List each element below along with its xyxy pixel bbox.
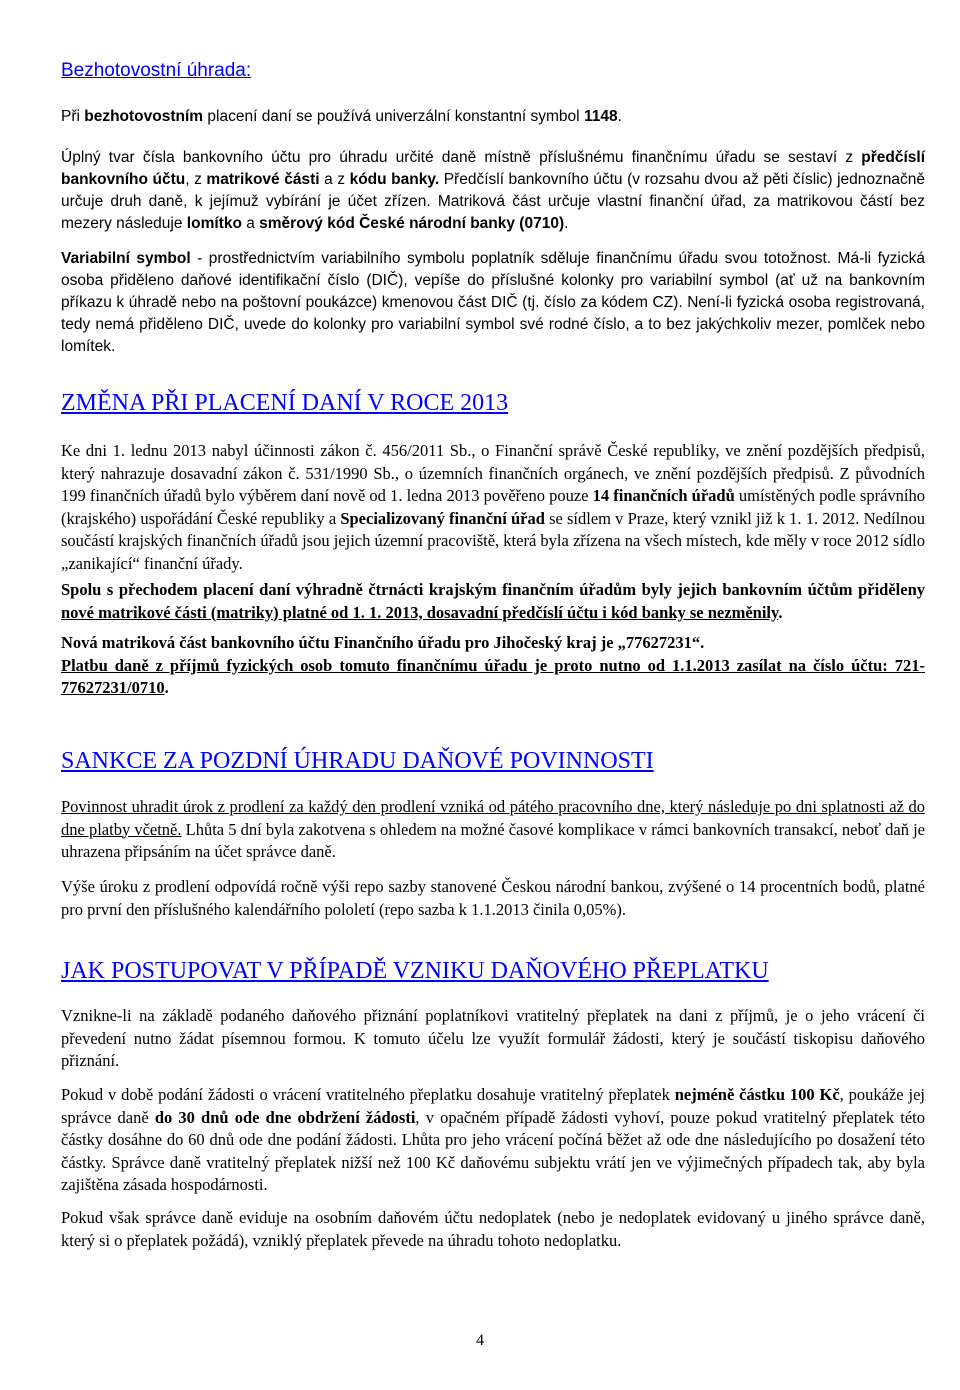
underlined-run: Povinnost uhradit úrok z prodlení za každý den prodlení vzniká od pátého pracovního dne, který následuje po dni splatnosti až do dne platby včetně. [61,797,925,839]
paragraph-vyse-uroku: Výše úroku z prodlení odpovídá ročně výši repo sazby stanovené Českou národní bankou, zvýšené o 14 procentních bodů, platné pro první den příslušného kalendářního pololetí (repo sazba k 1.1.2013 činila 0,05%). [61,877,925,919]
text-run: placení daní se používá univerzální konstantní symbol [203,108,584,125]
bold-run: kódu banky. [349,171,440,188]
text-run: a [241,215,260,232]
text-run: , z [185,171,207,188]
bold-run: Specializovaný finanční úřad [340,508,545,528]
text-run: Ke dni 1. lednu 2013 nabyl účinnosti zákon č. 456/2011 Sb., o Finanční správě České republiky, ve znění pozdějších předpisů, který nahrazuje dosavadní zákon č. 531/1990 Sb., o územních finančních orgánech, ve znění pozdějších předpisů. Z původních 199 finančních úřadů bylo výběrem daní nově od 1. ledna 2013 pověřeno pouze [61,441,925,505]
bold-run: matrikové části [206,171,320,188]
text-run: - prostřednictvím variabilního symbolu poplatník sděluje finančnímu úřadu svou totožnost. Má-li fyzická osoba přiděleno daňové identifikační číslo (DIČ), vepíše do příslušné kolonky pro variabilní symbol (ať už na bankovním příkazu k úhradě nebo na poštovní poukázce) kmenovou část DIČ (tj. číslo za kódem CZ). Není-li fyzická osoba registrovaná, tedy nemá přiděleno DIČ, uvede do kolonky pro variabilní symbol své rodné číslo, a to bez jakýchkoliv mezer, pomlček nebo lomítek. [61,250,925,355]
bold-run: předčíslí bankovního účtu [61,149,925,188]
text-run: Úplný tvar čísla bankovního účtu pro úhradu určité daně místně příslušnému finančnímu úřadu se sestaví z [61,149,862,166]
heading-zmena-pri-placeni: ZMĚNA PŘI PLACENÍ DANÍ V ROCE 2013 [61,390,509,416]
bold-run: Variabilní symbol [61,250,191,267]
bold-run: 14 finančních úřadů [592,486,735,505]
text-run: se sídlem v Praze, který vznikl již k 1. 1. 2012. Nedílnou součástí krajských finančních úřadů jsou jejich územní pracoviště, která byla zřízena na všech místech, kde měly v roce 2012 sídlo „zanikající“ finanční úřady. [61,508,925,573]
bold-run: směrový kód České národní banky (0710) [259,215,565,232]
paragraph-vraceni-preplatku: Vznikne-li na základě podaného daňového přiznání poplatníkovi vratitelný přeplatek na dani z příjmů, je o jeho vrácení či převedení nutno žádat písemnou formou. K tomuto účelu lze využít formulář žádosti, který je součástí tiskopisu daňového přiznání. [61,1006,925,1070]
text-run: , poukáže jej správce daně [61,1085,925,1127]
text-run: Nová matriková část bankovního účtu Finančního úřadu pro Jihočeský kraj je „77627231“. [61,633,705,652]
paragraph-zakon-financni-sprava [61,440,925,575]
bold-run: do 30 dnů ode dne obdržení žádosti [154,1107,416,1127]
paragraph-urok-z-prodleni [61,796,925,864]
text-run: , v opačném případě žádosti vyhoví, pouze pokud vratitelný přeplatek této částky dosáhne do 60 dnů ode dne podání žádosti. Lhůta pro jeho vrácení počíná běžet až ode dne následujícího po dosažení této částky. Správce daně vratitelný přeplatek nižší než 100 Kč daňovému subjektu vrátí jen ve výjimečných případech tak, aby byla zajištěna zásada hospodárnosti. [61,1107,925,1194]
text-run: Lhůta 5 dní byla zakotvena s ohledem na možné časové komplikace v rámci bankovních transakcí, neboť daň je uhrazena připsáním na účet správce daně. [61,819,925,861]
text-run: a z [319,171,350,188]
underlined-run: nové matrikové části (matriky) platné od 1. 1. 2013, dosavadní předčíslí účtu i kód banky se nezměnily [61,602,779,622]
text-run: Pokud v době podání žádosti o vrácení vratitelného přeplatku dosahuje vratitelný přeplatek [61,1085,675,1104]
bold-run: 1148 [583,108,618,125]
bold-run: lomítko [186,215,242,232]
text-run: . [564,215,569,232]
paragraph-cislo-uctu-jihocesky-kraj [61,632,925,700]
bold-run: bezhotovostním [84,108,204,125]
paragraph-variabilni-symbol [61,248,925,358]
paragraph-konstantni-symbol [61,106,925,128]
text-run: Předčíslí bankovního účtu (v rozsahu dvou až pěti číslic) jednoznačně určuje druh daně, k jejímuž vybírání je účet zřízen. Matriková část určuje vlastní finanční úřad, za matrikovou částí bez mezery následuje [61,171,925,232]
account-number-run: Platbu daně z příjmů fyzických osob tomuto finančnímu úřadu je proto nutno od 1.1.2013 zasílat na číslo účtu: 721-77627231/0710 [61,655,925,697]
heading-sankce-za-pozdni-uhradu: SANKCE ZA POZDNÍ ÚHRADU DAŇOVÉ POVINNOSTI [61,748,654,774]
heading-bezhotovostni-uhrada: Bezhotovostní úhrada: [61,60,252,81]
paragraph-nove-matrikove-casti [61,579,925,624]
text-run: umístěných podle správního (krajského) uspořádání České republiky a [61,486,925,528]
text-run: . [778,602,783,622]
heading-danovy-preplatek: JAK POSTUPOVAT V PŘÍPADĚ VZNIKU DAŇOVÉHO PŘEPLATKU [61,958,769,984]
text-run: . [164,678,169,697]
page-number: 4 [476,1332,484,1349]
paragraph-vratitelny-preplatek [61,1084,925,1197]
paragraph-nedoplatek: Pokud však správce daně eviduje na osobním daňovém účtu nedoplatek (nebo je nedoplatek evidovaný u jiného správce daně, který si o přeplatek požádá), vzniklý přeplatek převede na úhradu tohoto nedoplatku. [61,1208,925,1250]
paragraph-tvar-cisla-uctu [61,147,925,235]
text-run: . [617,108,622,125]
text-run: Při [61,108,85,125]
bold-run: nejméně částku 100 Kč [674,1085,840,1104]
text-run: Spolu s přechodem placení daní výhradně čtrnácti krajským finančním úřadům byly jejich bankovním účtům přiděleny [61,580,925,599]
